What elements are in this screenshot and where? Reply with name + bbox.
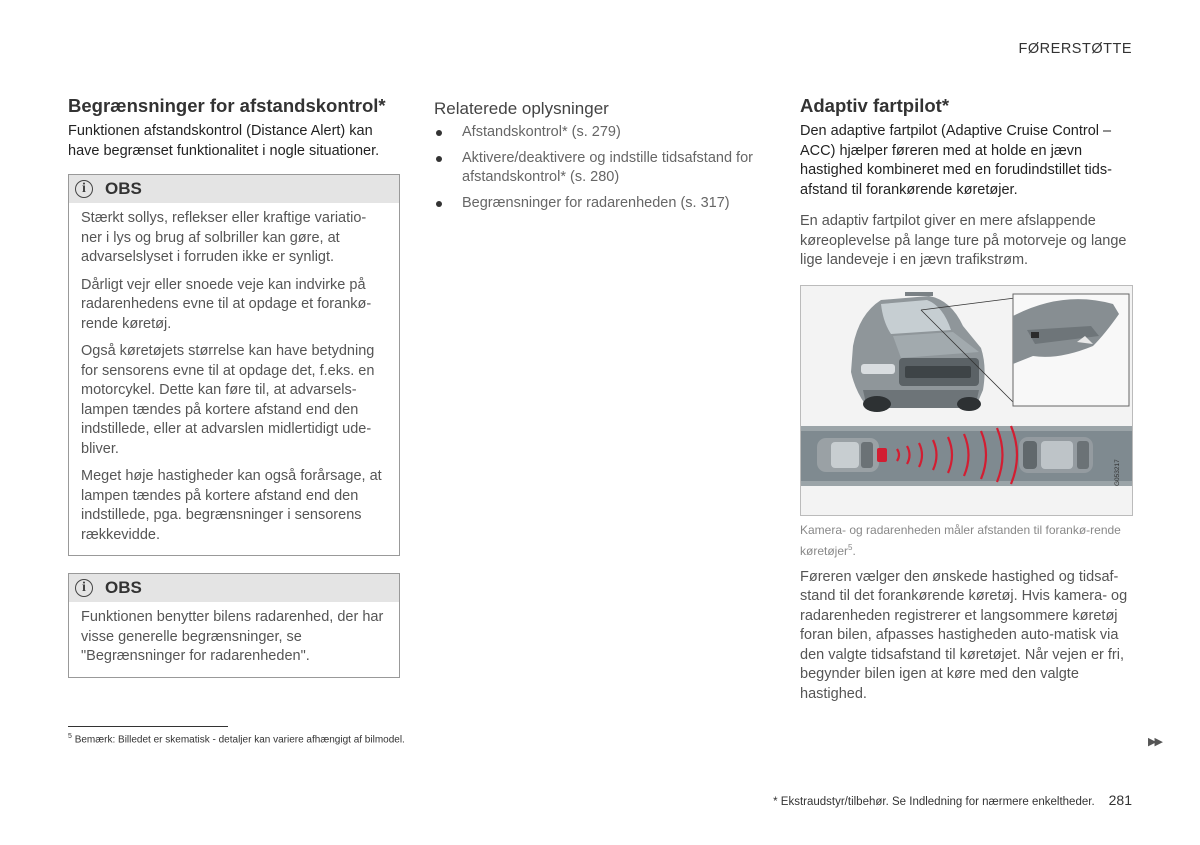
- note-header: [69, 574, 399, 602]
- note-paragraph: Funktionen benytter bilens radarenhed, der har visse generelle begrænsninger, se "Begrænsninger for radarenheden".: [81, 609, 384, 664]
- section-title-limitations: Begrænsninger for afstandskontrol*: [68, 95, 386, 116]
- footer-note: * Ekstraudstyr/tilbehør. Se Indledning for nærmere enkeltheder.: [773, 796, 1095, 808]
- caption-text: Kamera- og radarenheden måler afstanden til forankø-rende køretøjer: [800, 522, 1121, 558]
- continue-arrows-icon: ▶▶: [1148, 736, 1161, 748]
- own-car-icon: [817, 438, 887, 472]
- figure-code: G053217: [1114, 458, 1121, 486]
- section-header: FØRERSTØTTE: [1018, 41, 1132, 57]
- section-title-acc: Adaptiv fartpilot*: [800, 95, 950, 116]
- note-paragraph: Også køretøjets størrelse kan have betydning for sensorens evne til at opdage det, f.eks. en motorcykel. Dette kan føre til, at advarsels-lampen tændes på kortere afstand end den indstillede, eller at advarslen midlertidigt ude-bliver.: [81, 343, 375, 457]
- info-icon: i: [75, 180, 93, 198]
- left-column: [68, 95, 400, 678]
- note-paragraph: Dårligt vejr eller snoede veje kan indvirke på radarenhedens evne til at opdage et forankø-rende køretøj.: [81, 276, 372, 332]
- acc-intro: Den adaptive fartpilot (Adaptive Cruise Control – ACC) hjælper føreren med at holde en jævn hastighed kombineret med en forudindstillet tids-afstand til forankørende køretøjer.: [800, 123, 1112, 198]
- acc-paragraph: En adaptiv fartpilot giver en mere afslappende køreoplevelse på lange ture på motorveje og lange lige landeveje i en jævn trafikstrøm.: [800, 213, 1127, 268]
- limitations-intro: Funktionen afstandskontrol (Distance Alert) kan have begrænset funktionalitet i nogle situationer.: [68, 123, 380, 159]
- vehicle-ahead-icon: [1019, 437, 1093, 473]
- related-link[interactable]: Afstandskontrol* (s. 279): [434, 123, 754, 143]
- figure-caption: Kamera- og radarenheden måler afstanden til forankø-rende køretøjer$^5$.: [800, 522, 1121, 558]
- acc-illustration-graphic: [801, 286, 1132, 515]
- note-title: OBS: [105, 578, 142, 597]
- note-body: [69, 602, 399, 677]
- note-body: [69, 203, 399, 555]
- related-info-title: Relaterede oplysninger: [434, 99, 609, 118]
- related-link[interactable]: Begrænsninger for radarenheden (s. 317): [434, 194, 754, 214]
- note-paragraph: Stærkt sollys, reflekser eller kraftige variatio-ner i lys og brug af solbriller kan gøre, at advarselslyset i forruden ikke er synligt.: [81, 210, 367, 265]
- note-box-2: [68, 573, 400, 678]
- middle-column: [434, 95, 754, 219]
- footnote-ref: 5: [68, 733, 72, 740]
- acc-paragraph-2: Føreren vælger den ønskede hastighed og tidsaf-stand til det forankørende køretøj. Hvis kamera- og radarenheden registrerer et langsommere køretøj foran bilen, afpasses hastigheden auto-matisk via den valgte tidsafstand til køretøjet. Når vejen er fri, begynder bilen igen at køre med den valgte hastighed.: [800, 568, 1128, 702]
- footnote-text: Bemærk: Billedet er skematisk - detaljer kan variere afhængigt af bilmodel.: [74, 734, 405, 746]
- page-footer: [773, 792, 1132, 808]
- related-link[interactable]: Aktivere/deaktivere og indstille tidsafstand for afstandskontrol* (s. 280): [434, 149, 754, 188]
- footnote: [68, 733, 405, 745]
- note-box-1: [68, 174, 400, 556]
- info-icon: i: [75, 579, 93, 597]
- acc-illustration: [800, 285, 1133, 516]
- note-title: OBS: [105, 179, 142, 198]
- note-header: [69, 175, 399, 203]
- caption-footnote-ref: 5: [848, 542, 853, 552]
- note-paragraph: Meget høje hastigheder kan også forårsage, at lampen tændes på kortere afstand end den indstillede, pga. begrænsninger i sensorens rækkevidde.: [81, 468, 382, 543]
- right-column: [800, 95, 1133, 704]
- footnote-divider: [68, 726, 228, 727]
- related-info-list: [434, 123, 754, 213]
- page-number: 281: [1108, 792, 1132, 808]
